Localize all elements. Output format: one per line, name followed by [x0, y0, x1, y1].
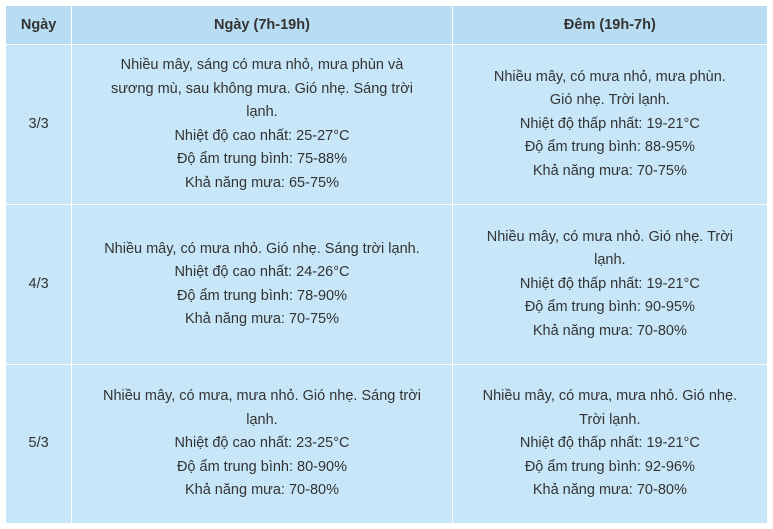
- table-header-row: [6, 6, 768, 45]
- forecast-line: Nhiều mây, sáng có mưa nhỏ, mưa phùn và: [120, 57, 404, 73]
- rain-probability: Khả năng mưa: 70-80%: [184, 482, 339, 499]
- max-temperature: Nhiệt độ cao nhất: 25-27°C: [174, 127, 350, 144]
- min-temperature: Nhiệt độ thấp nhất: 19-21°C: [519, 275, 700, 292]
- avg-humidity: Độ ẩm trung bình: 92-96%: [524, 458, 695, 475]
- rain-probability: Khả năng mưa: 70-80%: [532, 322, 687, 339]
- date-cell: 4/3: [6, 205, 72, 365]
- forecast-line: lạnh.: [246, 411, 278, 428]
- avg-humidity: Độ ẩm trung bình: 78-90%: [176, 287, 348, 304]
- forecast-line: Nhiều mây, có mưa nhỏ. Gió nhẹ. Trời: [486, 228, 733, 245]
- daytime-cell: [72, 205, 452, 365]
- min-temperature: Nhiệt độ thấp nhất: 19-21°C: [519, 115, 700, 132]
- header-date: Ngày: [6, 6, 72, 45]
- daytime-cell: [72, 45, 452, 205]
- header-night: Đêm (19h-7h): [452, 6, 767, 45]
- night-cell: [452, 205, 767, 365]
- table-row: [6, 205, 768, 365]
- rain-probability: Khả năng mưa: 65-75%: [184, 174, 339, 191]
- max-temperature: Nhiệt độ cao nhất: 24-26°C: [174, 264, 350, 280]
- avg-humidity: Độ ẩm trung bình: 80-90%: [176, 458, 348, 475]
- max-temperature: Nhiệt độ cao nhất: 23-25°C: [174, 435, 350, 452]
- avg-humidity: Độ ẩm trung bình: 75-88%: [176, 151, 348, 167]
- forecast-line: Nhiều mây, có mưa nhỏ. Gió nhẹ. Sáng trời lạnh.: [104, 240, 420, 257]
- avg-humidity: Độ ẩm trung bình: 88-95%: [524, 139, 695, 156]
- forecast-line: Nhiều mây, có mưa, mưa nhỏ. Gió nhẹ. Sáng trời: [102, 388, 421, 405]
- night-cell: [452, 45, 767, 205]
- date-cell: 3/3: [6, 45, 72, 205]
- header-daytime: Ngày (7h-19h): [72, 6, 452, 45]
- forecast-line: sương mù, sau không mưa. Gió nhẹ. Sáng trời: [110, 80, 413, 97]
- table-row: [6, 365, 768, 524]
- daytime-cell: [72, 365, 452, 524]
- rain-probability: Khả năng mưa: 70-75%: [184, 311, 339, 327]
- avg-humidity: Độ ẩm trung bình: 90-95%: [524, 299, 695, 316]
- forecast-line: Trời lạnh.: [579, 411, 641, 428]
- night-cell: [452, 365, 767, 524]
- table-row: [6, 45, 768, 205]
- rain-probability: Khả năng mưa: 70-75%: [532, 162, 687, 179]
- forecast-line: Nhiều mây, có mưa nhỏ, mưa phùn.: [493, 68, 726, 85]
- date-cell: 5/3: [6, 365, 72, 524]
- forecast-line: lạnh.: [594, 252, 626, 269]
- forecast-table: [5, 5, 768, 524]
- min-temperature: Nhiệt độ thấp nhất: 19-21°C: [519, 435, 700, 452]
- forecast-line: Gió nhẹ. Trời lạnh.: [549, 92, 670, 109]
- rain-probability: Khả năng mưa: 70-80%: [532, 482, 687, 499]
- forecast-line: lạnh.: [246, 104, 278, 120]
- forecast-table-container: [5, 5, 768, 524]
- forecast-line: Nhiều mây, có mưa, mưa nhỏ. Gió nhẹ.: [482, 388, 738, 405]
